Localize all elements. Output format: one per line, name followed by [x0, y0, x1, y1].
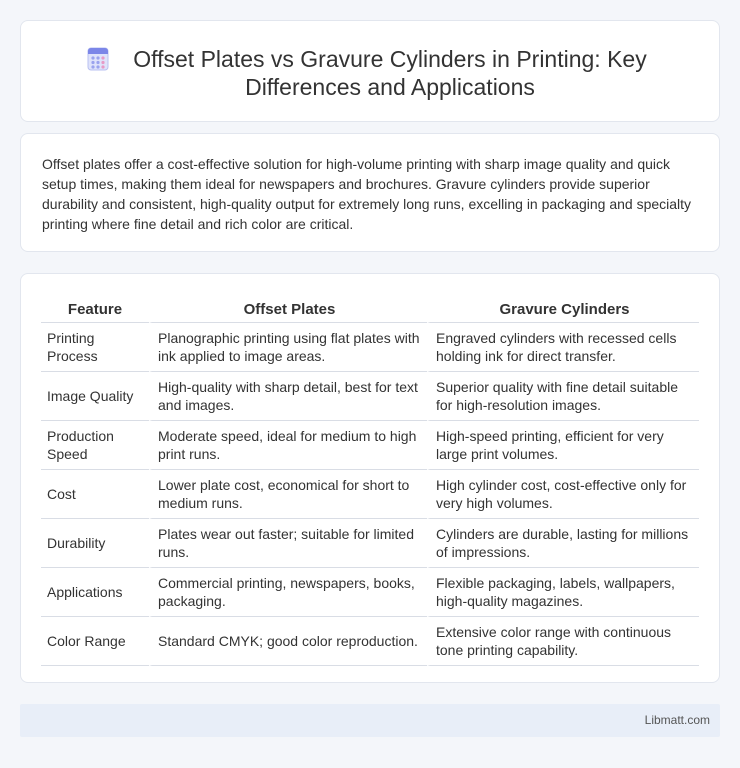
page-title: Offset Plates vs Gravure Cylinders in Printing: Key Differences and Applications: [133, 46, 647, 100]
row-gravure: Cylinders are durable, lasting for millions of impressions.: [427, 519, 699, 568]
row-gravure: High cylinder cost, cost-effective only for very high volumes.: [427, 470, 699, 519]
table-row: [41, 470, 699, 519]
comparison-table: [41, 297, 699, 666]
row-gravure: High-speed printing, efficient for very large print volumes.: [427, 421, 699, 470]
row-feature: Cost: [41, 470, 149, 519]
footer-site-link[interactable]: Libmatt.com: [644, 713, 710, 727]
row-gravure: Superior quality with fine detail suitable for high-resolution images.: [427, 372, 699, 421]
table-row: [41, 323, 699, 372]
row-feature: Color Range: [41, 617, 149, 666]
row-offset: Planographic printing using flat plates with ink applied to image areas.: [149, 323, 427, 372]
comparison-table-card: [20, 273, 720, 683]
summary-card: [20, 133, 720, 252]
table-row: [41, 568, 699, 617]
row-feature: Image Quality: [41, 372, 149, 421]
row-offset: Plates wear out faster; suitable for limited runs.: [149, 519, 427, 568]
table-row: [41, 519, 699, 568]
header-gravure-cylinders: Gravure Cylinders: [427, 297, 699, 323]
row-gravure: Engraved cylinders with recessed cells holding ink for direct transfer.: [427, 323, 699, 372]
title-card: [20, 20, 720, 122]
table-header-row: [41, 297, 699, 323]
table-row: [41, 421, 699, 470]
table-row: [41, 372, 699, 421]
row-offset: High-quality with sharp detail, best for text and images.: [149, 372, 427, 421]
footer: [20, 704, 720, 737]
row-feature: Durability: [41, 519, 149, 568]
row-gravure: Extensive color range with continuous tone printing capability.: [427, 617, 699, 666]
table-row: [41, 617, 699, 666]
summary-text: Offset plates offer a cost-effective solution for high-volume printing with sharp image quality and quick setup times, making them ideal for newspapers and brochures. Gravure cylinders provide superior durability and consistent, high-quality output for extremely long runs, excelling in packaging and specialty printing where fine detail and rich color are critical.: [42, 156, 692, 232]
row-offset: Commercial printing, newspapers, books, packaging.: [149, 568, 427, 617]
row-feature: Production Speed: [41, 421, 149, 470]
header-offset-plates: Offset Plates: [149, 297, 427, 323]
row-offset: Lower plate cost, economical for short to medium runs.: [149, 470, 427, 519]
row-gravure: Flexible packaging, labels, wallpapers, high-quality magazines.: [427, 568, 699, 617]
header-feature: Feature: [41, 297, 149, 323]
title-wrap: [21, 45, 719, 101]
row-feature: Applications: [41, 568, 149, 617]
row-offset: Moderate speed, ideal for medium to high print runs.: [149, 421, 427, 470]
row-offset: Standard CMYK; good color reproduction.: [149, 617, 427, 666]
row-feature: Printing Process: [41, 323, 149, 372]
